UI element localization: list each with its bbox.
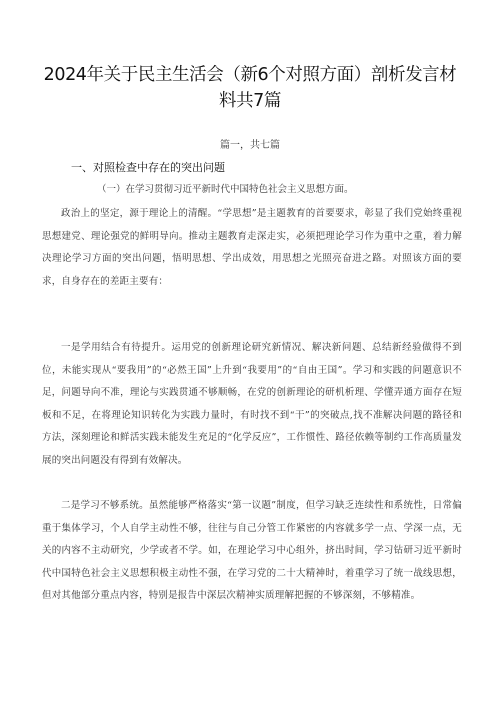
sub-heading: （一）在学习贯彻习近平新时代中国特色社会主义思想方面。 [97, 184, 354, 195]
part-heading: 篇一，共七篇 [220, 140, 280, 151]
document-title: 2024年关于民主生活会（新6个对照方面）剖析发言材料共7篇 [43, 65, 457, 111]
body-paragraph: 二是学习不够系统。虽然能够严格落实“第一议题”制度，但学习缺乏连续性和系统性，日常偏重于集体学习，个人自学主动性不够，往往与自己分管工作紧密的内容就多学一点、学深一点，无关的内容不主动研究，少学或者不学。如，在理论学习中心组外，挤出时间，学习钻研习近平新时代中国特色社会主义思想积极主动性不强，在学习党的二十大精神时，着重学习了统一战线思想，但对其他部分重点内容，特别是报告中深层次精神实质理解把握的不够深刻，不够精准。 [42, 500, 462, 601]
body-paragraph: 一是学用结合有待提升。运用党的创新理论研究新情况、解决新问题、总结新经验做得不到位，未能实现从“要我用”的“必然王国”上升到“我要用”的“自由王国”。学习和实践的问题意识不足，问题导向不准，理论与实践贯通不够顺畅，在党的创新理论的研机析理、学懂弄通方面存在短板和不足，在将理论知识转化为实践力量时，有时找不到“干”的突破点,找不准解决问题的路径和方法，深刻理论和鲜活实践未能发生充足的“化学反应”，工作惯性、路径依赖等制约工作高质量发展的突出问题没有得到有效解决。 [42, 342, 462, 466]
body-paragraph: 政治上的坚定，源于理论上的清醒。“学思想”是主题教育的首要要求，彰显了我们党始终重视思想建党、理论强党的鲜明导向。推动主题教育走深走实，必须把理论学习作为重中之重，着力解决理论学习方面的突出问题，悟明思想、学出成效，用思想之光照亮奋进之路。对照该方面的要求，自身存在的差距主要有： [42, 208, 462, 287]
section-heading: 一、对照检查中存在的突出问题 [71, 161, 225, 174]
